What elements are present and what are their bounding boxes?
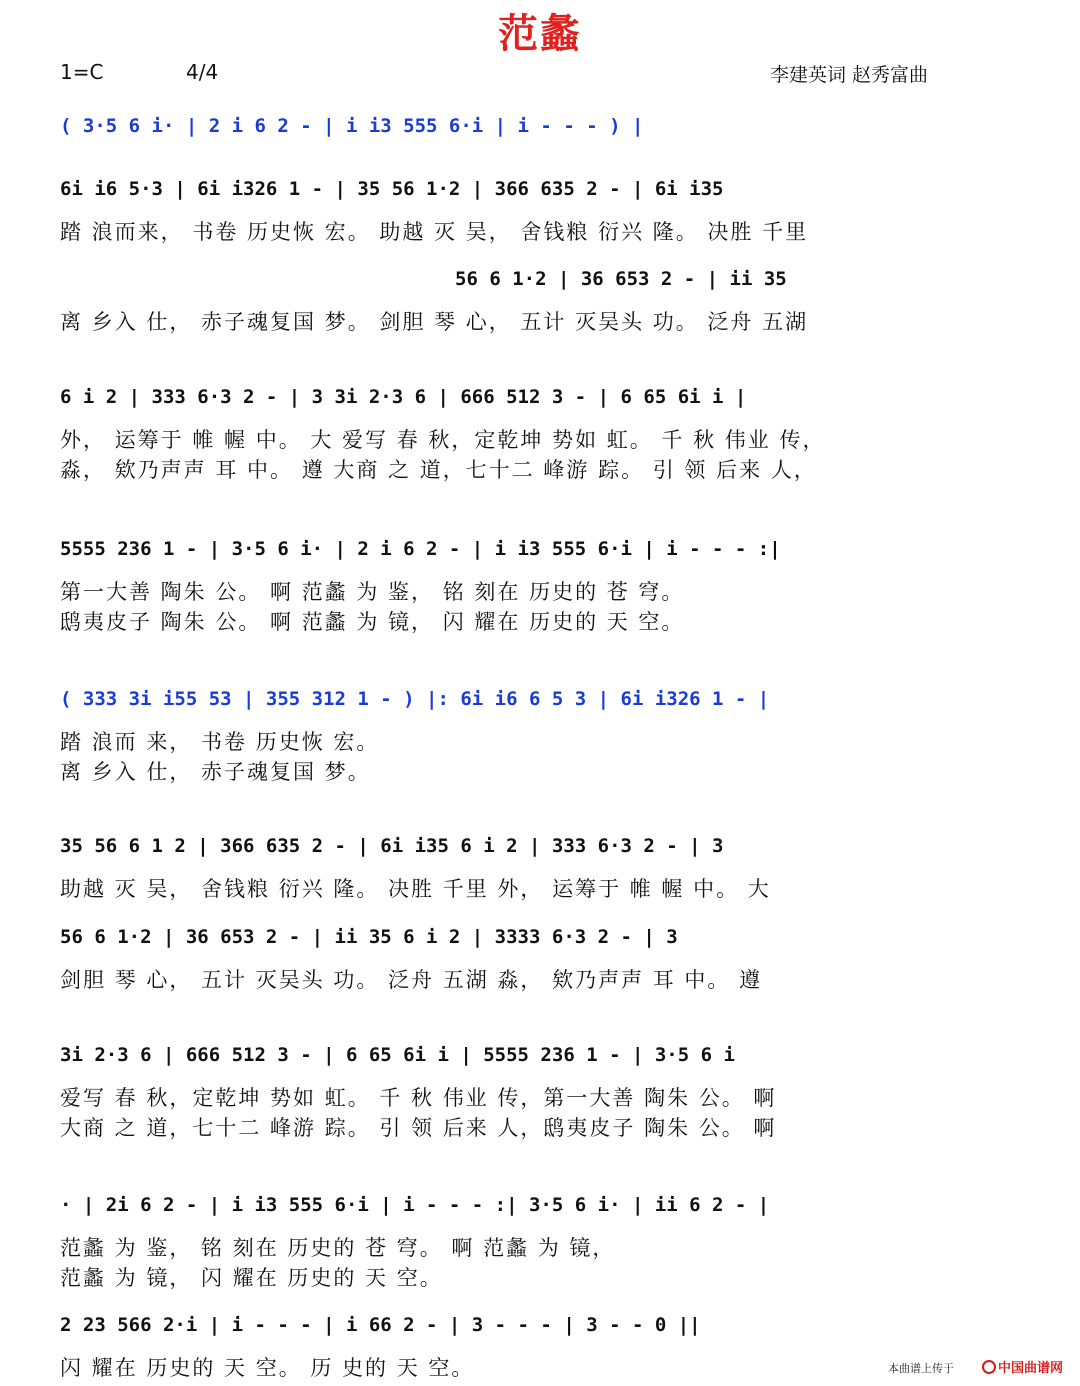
notation-line: 6 i 2 | 333 6·3 2 - | 3 3i 2·3 6 | 666 512 3 - | 6 65 6i i | xyxy=(60,386,747,408)
lyric-line: 助越 灭 吴， 舍钱粮 衍兴 隆。 决胜 千里 外， 运筹于 帷 幄 中。 大 xyxy=(60,877,771,901)
notation-line: · | 2i 6 2 - | i i3 555 6·i | i - - - :| 3·5 6 i· | ii 6 2 - | xyxy=(60,1194,770,1216)
lyric-line: 第一大善 陶朱 公。 啊 范蠡 为 鉴， 铭 刻在 历史的 苍 穹。 xyxy=(60,580,685,604)
key-signature: 1=C xyxy=(60,60,104,84)
site-logo xyxy=(982,1357,1063,1376)
lyric-line: 踏 浪而 来， 书卷 历史恢 宏。 xyxy=(60,730,380,754)
time-signature: 4/4 xyxy=(186,60,219,84)
song-title: 范蠡 xyxy=(498,10,582,57)
notation-line: 56 6 1·2 | 36 653 2 - | ii 35 6 i 2 | 3333 6·3 2 - | 3 xyxy=(60,926,678,948)
lyric-line: 范蠡 为 镜， 闪 耀在 历史的 天 空。 xyxy=(60,1266,443,1290)
lyric-line: 闪 耀在 历史的 天 空。 历 史的 天 空。 xyxy=(60,1356,475,1380)
notation-line: 56 6 1·2 | 36 653 2 - | ii 35 xyxy=(455,268,787,290)
upload-note: 本曲谱上传于 xyxy=(888,1362,954,1375)
notation-line: ( 333 3i i55 53 | 355 312 1 - ) |: 6i i6 6 5 3 | 6i i326 1 - | xyxy=(60,688,770,710)
lyric-line: 鸱夷皮子 陶朱 公。 啊 范蠡 为 镜， 闪 耀在 历史的 天 空。 xyxy=(60,610,685,634)
credits: 李建英词 赵秀富曲 xyxy=(770,64,929,86)
notation-line: ( 3·5 6 i· | 2 i 6 2 - | i i3 555 6·i | i - - - ) | xyxy=(60,115,644,137)
lyric-line: 外， 运筹于 帷 幄 中。 大 爱写 春 秋，定乾坤 势如 虹。 千 秋 伟业 传， xyxy=(60,428,826,452)
lyric-line: 大商 之 道，七十二 峰游 踪。 引 领 后来 人，鸱夷皮子 陶朱 公。 啊 xyxy=(60,1116,777,1140)
lyric-line: 剑胆 琴 心， 五计 灭吴头 功。 泛舟 五湖 淼， 欸乃声声 耳 中。 遵 xyxy=(60,968,763,992)
notation-line: 5555 236 1 - | 3·5 6 i· | 2 i 6 2 - | i i3 555 6·i | i - - - :| xyxy=(60,538,781,560)
lyric-line: 离 乡入 仕， 赤子魂复国 梦。 xyxy=(60,760,371,784)
site-name: 中国曲谱网 xyxy=(998,1361,1064,1376)
lyric-line: 范蠡 为 鉴， 铭 刻在 历史的 苍 穹。 啊 范蠡 为 镜， xyxy=(60,1236,616,1260)
notation-line: 35 56 6 1 2 | 366 635 2 - | 6i i35 6 i 2 | 333 6·3 2 - | 3 xyxy=(60,835,724,857)
lyric-line: 踏 浪而来， 书卷 历史恢 宏。 助越 灭 吴， 舍钱粮 衍兴 隆。 决胜 千里 xyxy=(60,220,809,244)
logo-icon xyxy=(982,1360,996,1374)
lyric-line: 淼， 欸乃声声 耳 中。 遵 大商 之 道，七十二 峰游 踪。 引 领 后来 人， xyxy=(60,458,817,482)
lyric-line: 爱写 春 秋，定乾坤 势如 虹。 千 秋 伟业 传，第一大善 陶朱 公。 啊 xyxy=(60,1086,777,1110)
notation-line: 2 23 566 2·i | i - - - | i 66 2 - | 3 - - - | 3 - - 0 || xyxy=(60,1314,701,1336)
notation-line: 3i 2·3 6 | 666 512 3 - | 6 65 6i i | 5555 236 1 - | 3·5 6 i xyxy=(60,1044,735,1066)
notation-line: 6i i6 5·3 | 6i i326 1 - | 35 56 1·2 | 366 635 2 - | 6i i35 xyxy=(60,178,724,200)
lyric-line: 离 乡入 仕， 赤子魂复国 梦。 剑胆 琴 心， 五计 灭吴头 功。 泛舟 五湖 xyxy=(60,310,809,334)
